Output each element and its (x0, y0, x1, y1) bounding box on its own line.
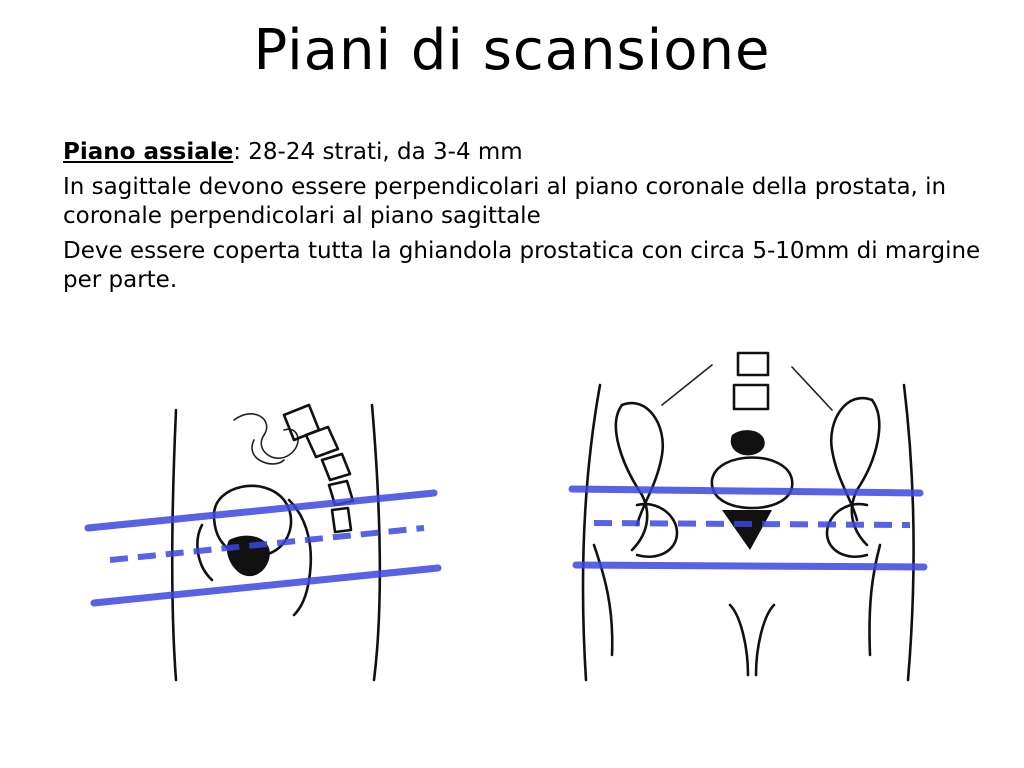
coverage-paragraph: Deve essere coperta tutta la ghiandola prostatica con circa 5-10mm di margine per parte. (63, 238, 981, 293)
pelvis-sagittal-sketch-icon (84, 380, 444, 700)
sacrum (332, 508, 351, 532)
orientation-paragraph: In sagittale devono essere perpendicolari al piano coronale della prostata, in coronale perpendicolari al piano sagittale (63, 174, 947, 229)
vertebra-1 (284, 405, 319, 440)
axial-plane-line (63, 138, 983, 167)
perineum (730, 605, 774, 675)
right-femoral-head (827, 504, 867, 557)
lumbar-vertebra-1 (738, 353, 768, 375)
vertebra-3 (322, 454, 350, 480)
slide-body (63, 138, 983, 301)
lower-plane-line (94, 568, 438, 603)
right-body-outline (904, 385, 914, 680)
anterior-body-outline (172, 410, 176, 680)
sacrum-coronal (731, 430, 765, 455)
rectum (289, 500, 311, 615)
sagittal-figure (84, 380, 444, 700)
posterior-body-outline (372, 405, 380, 680)
bladder-coronal (712, 458, 792, 509)
bowel-loops (234, 414, 298, 458)
right-iliac-inner (831, 398, 872, 520)
slide-title: Piani di scansione (253, 18, 771, 83)
right-femur (869, 545, 880, 655)
right-psoas-line (792, 367, 832, 410)
pelvis-coronal-sketch-icon (542, 345, 932, 690)
left-femoral-head (637, 504, 677, 557)
bowel-loop-2 (252, 440, 284, 464)
upper-plane-line (88, 493, 434, 528)
upper-plane-line (572, 489, 920, 493)
left-body-outline (583, 385, 600, 680)
left-iliac-wing (616, 405, 647, 550)
lower-plane-line (576, 565, 924, 567)
axial-plane-term: Piano assiale (63, 139, 234, 165)
coronal-figure (542, 345, 932, 690)
prostate-coronal (722, 510, 772, 550)
lumbar-vertebra-2 (734, 385, 768, 409)
left-femur (594, 545, 612, 655)
left-psoas-line (662, 365, 712, 405)
axial-plane-detail: : 28-24 strati, da 3-4 mm (233, 139, 523, 165)
vertebra-2 (306, 427, 338, 457)
